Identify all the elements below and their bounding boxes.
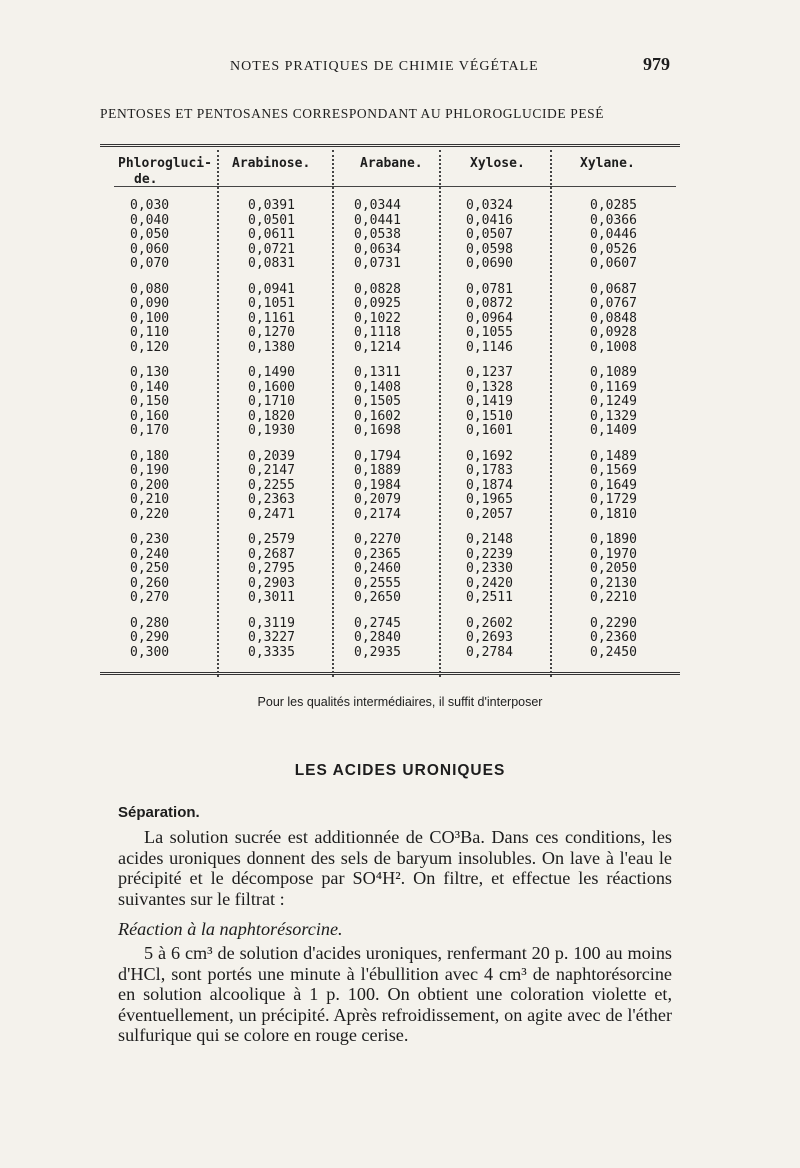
table-cell: 0,0767 xyxy=(590,296,637,311)
table-cell: 0,1489 xyxy=(590,448,637,464)
column-separator xyxy=(217,150,219,677)
reaction-heading: Réaction à la naphtorésorcine. xyxy=(118,919,343,939)
table-cell: 0,1600 xyxy=(248,379,295,395)
table-cell: 0,1890 xyxy=(590,532,637,547)
table-cell: 0,2130 xyxy=(590,575,637,591)
table-cell: 0,0848 xyxy=(590,310,637,326)
table-cell: 0,1008 xyxy=(590,339,637,355)
table-cell: 0,1161 xyxy=(248,310,295,326)
table-cell: 0,1089 xyxy=(590,365,637,380)
table-cell: 0,1794 xyxy=(354,448,401,464)
phloroglucide-value: 0,060 xyxy=(130,241,170,257)
table-cell: 0,2784 xyxy=(466,644,513,660)
table-cell: 0,1118 xyxy=(354,325,401,340)
table-cell: 0,1729 xyxy=(590,492,637,507)
table-cell: 0,0446 xyxy=(590,227,637,242)
phloroglucide-value: 0,150 xyxy=(130,394,170,409)
paragraph-text: La solution sucrée est additionnée de CO³Ba. Dans ces conditions, les acides uroniques donnent des sels de baryum insolubles. On lave à l'eau le précipité et le décompose par SO⁴H². On filtre, et effectue les réactions suivantes sur le filtrat : xyxy=(118,827,672,909)
table-cell: 0,2511 xyxy=(466,590,513,605)
table-cell: 0,0607 xyxy=(590,256,637,271)
table-cell: 0,0324 xyxy=(466,198,513,213)
phloroglucide-value: 0,110 xyxy=(130,325,170,340)
table-cell: 0,2650 xyxy=(354,590,401,605)
table-cell: 0,1328 xyxy=(466,379,513,395)
table-cell: 0,0928 xyxy=(590,325,637,340)
table-cell: 0,2450 xyxy=(590,644,637,660)
table-cell: 0,2693 xyxy=(466,630,513,645)
table-cell: 0,1214 xyxy=(354,339,401,355)
table-cell: 0,1820 xyxy=(248,408,295,424)
table-cell: 0,1874 xyxy=(466,477,513,493)
table-cell: 0,2210 xyxy=(590,590,637,605)
table-cell: 0,1055 xyxy=(466,325,513,340)
header-rule xyxy=(114,186,676,187)
table-cell: 0,0507 xyxy=(466,227,513,242)
column-header: Xylose. xyxy=(470,156,525,171)
phloroglucide-value: 0,210 xyxy=(130,492,170,507)
table-cell: 0,1380 xyxy=(248,339,295,355)
table-cell: 0,1490 xyxy=(248,365,295,380)
table-cell: 0,2935 xyxy=(354,644,401,660)
phloroglucide-value: 0,270 xyxy=(130,590,170,605)
table-cell: 0,0690 xyxy=(466,256,513,271)
table-title: PENTOSES ET PENTOSANES CORRESPONDANT AU PHLOROGLUCIDE PESÉ xyxy=(100,106,605,121)
table-cell: 0,1601 xyxy=(466,423,513,438)
table-cell: 0,1810 xyxy=(590,506,637,522)
phloroglucide-value: 0,180 xyxy=(130,448,170,464)
table-cell: 0,2079 xyxy=(354,492,401,507)
data-table xyxy=(98,136,682,681)
table-cell: 0,1649 xyxy=(590,477,637,493)
table-cell: 0,2290 xyxy=(590,615,637,631)
phloroglucide-value: 0,230 xyxy=(130,532,170,547)
table-cell: 0,1249 xyxy=(590,394,637,409)
table-cell: 0,1930 xyxy=(248,423,295,438)
table-cell: 0,0344 xyxy=(354,198,401,213)
phloroglucide-value: 0,260 xyxy=(130,575,170,591)
phloroglucide-value: 0,080 xyxy=(130,281,170,297)
table-cell: 0,0611 xyxy=(248,227,295,242)
column-header: Phlorogluci- xyxy=(118,156,212,171)
column-header: Xylane. xyxy=(580,156,635,171)
table-cell: 0,1408 xyxy=(354,379,401,395)
table-cell: 0,2903 xyxy=(248,575,295,591)
table-cell: 0,0416 xyxy=(466,212,513,228)
column-header: Arabane. xyxy=(360,156,423,171)
table-cell: 0,2239 xyxy=(466,546,513,562)
table-cell: 0,2050 xyxy=(590,561,637,576)
table-cell: 0,3227 xyxy=(248,630,295,645)
phloroglucide-value: 0,200 xyxy=(130,477,170,493)
table-cell: 0,0526 xyxy=(590,241,637,257)
table-cell: 0,1970 xyxy=(590,546,637,562)
table-cell: 0,2174 xyxy=(354,506,401,522)
table-cell: 0,2147 xyxy=(248,463,295,478)
table-bottom-rule xyxy=(100,672,680,675)
table-cell: 0,0366 xyxy=(590,212,637,228)
phloroglucide-value: 0,040 xyxy=(130,212,170,228)
table-cell: 0,2555 xyxy=(354,575,401,591)
table-cell: 0,3119 xyxy=(248,615,295,631)
table-cell: 0,1419 xyxy=(466,394,513,409)
table-cell: 0,3335 xyxy=(248,644,295,660)
table-cell: 0,2363 xyxy=(248,492,295,507)
phloroglucide-value: 0,120 xyxy=(130,339,170,355)
table-cell: 0,0634 xyxy=(354,241,401,257)
phloroglucide-value: 0,130 xyxy=(130,365,170,380)
paragraph xyxy=(118,827,672,909)
table-cell: 0,2471 xyxy=(248,506,295,522)
column-header: Arabinose. xyxy=(232,156,311,171)
column-separator xyxy=(550,150,552,677)
phloroglucide-value: 0,280 xyxy=(130,615,170,631)
table-cell: 0,2360 xyxy=(590,630,637,645)
table-cell: 0,1146 xyxy=(466,339,513,355)
table-cell: 0,1889 xyxy=(354,463,401,478)
table-cell: 0,0964 xyxy=(466,310,513,326)
table-cell: 0,2420 xyxy=(466,575,513,591)
table-cell: 0,1783 xyxy=(466,463,513,478)
table-cell: 0,0941 xyxy=(248,281,295,297)
table-cell: 0,0501 xyxy=(248,212,295,228)
phloroglucide-value: 0,070 xyxy=(130,256,170,271)
table-cell: 0,2270 xyxy=(354,532,401,547)
table-cell: 0,0598 xyxy=(466,241,513,257)
table-cell: 0,1051 xyxy=(248,296,295,311)
table-caption: Pour les qualités intermédiaires, il suffit d'interposer xyxy=(257,695,543,709)
phloroglucide-value: 0,290 xyxy=(130,630,170,645)
table-cell: 0,0285 xyxy=(590,198,637,213)
table-cell: 0,0925 xyxy=(354,296,401,311)
phloroglucide-value: 0,170 xyxy=(130,423,170,438)
running-title: NOTES PRATIQUES DE CHIMIE VÉGÉTALE xyxy=(230,59,539,74)
table-cell: 0,1602 xyxy=(354,408,401,424)
table-cell: 0,1409 xyxy=(590,423,637,438)
table-cell: 0,1311 xyxy=(354,365,401,380)
phloroglucide-value: 0,100 xyxy=(130,310,170,326)
phloroglucide-value: 0,250 xyxy=(130,561,170,576)
table-cell: 0,2840 xyxy=(354,630,401,645)
phloroglucide-value: 0,090 xyxy=(130,296,170,311)
table-cell: 0,0721 xyxy=(248,241,295,257)
table-cell: 0,1698 xyxy=(354,423,401,438)
subheading: Séparation. xyxy=(118,804,200,821)
phloroglucide-value: 0,240 xyxy=(130,546,170,562)
table-cell: 0,0828 xyxy=(354,281,401,297)
table-cell: 0,1569 xyxy=(590,463,637,478)
table-cell: 0,1692 xyxy=(466,448,513,464)
table-cell: 0,2602 xyxy=(466,615,513,631)
table-cell: 0,1329 xyxy=(590,408,637,424)
table-cell: 0,2057 xyxy=(466,506,513,522)
table-cell: 0,0687 xyxy=(590,281,637,297)
phloroglucide-value: 0,030 xyxy=(130,198,170,213)
table-cell: 0,1984 xyxy=(354,477,401,493)
table-cell: 0,0831 xyxy=(248,256,295,271)
table-cell: 0,0731 xyxy=(354,256,401,271)
table-cell: 0,3011 xyxy=(248,590,295,605)
table-top-rule xyxy=(100,144,680,147)
table-cell: 0,0872 xyxy=(466,296,513,311)
table-cell: 0,1505 xyxy=(354,394,401,409)
table-cell: 0,0781 xyxy=(466,281,513,297)
table-cell: 0,2460 xyxy=(354,561,401,576)
table-cell: 0,0391 xyxy=(248,198,295,213)
table-cell: 0,1965 xyxy=(466,492,513,507)
column-separator xyxy=(332,150,334,677)
table-cell: 0,2795 xyxy=(248,561,295,576)
phloroglucide-value: 0,300 xyxy=(130,644,170,660)
table-cell: 0,1169 xyxy=(590,379,637,395)
phloroglucide-value: 0,140 xyxy=(130,379,170,395)
table-cell: 0,2365 xyxy=(354,546,401,562)
paragraph-text: 5 à 6 cm³ de solution d'acides uroniques, renfermant 20 p. 100 au moins d'HCl, sont portés une minute à l'ébullition avec 4 cm³ de naphtorésorcine en solution alcoolique à 1 p. 100. On obtient une coloration violette et, éventuellement, un précipité. Après refroidissement, on agite avec de l'éther sulfurique qui se colore en rouge cerise. xyxy=(118,943,672,1045)
phloroglucide-value: 0,190 xyxy=(130,463,170,478)
table-cell: 0,2745 xyxy=(354,615,401,631)
table-cell: 0,1710 xyxy=(248,394,295,409)
paragraph xyxy=(118,943,672,1046)
table-cell: 0,2579 xyxy=(248,532,295,547)
running-head xyxy=(230,54,670,75)
column-separator xyxy=(439,150,441,677)
table-cell: 0,2039 xyxy=(248,448,295,464)
table-cell: 0,0538 xyxy=(354,227,401,242)
phloroglucide-value: 0,160 xyxy=(130,408,170,424)
section-title: LES ACIDES URONIQUES xyxy=(294,762,506,779)
phloroglucide-value: 0,220 xyxy=(130,506,170,522)
table-cell: 0,1237 xyxy=(466,365,513,380)
table-cell: 0,0441 xyxy=(354,212,401,228)
table-cell: 0,2255 xyxy=(248,477,295,493)
table-cell: 0,1022 xyxy=(354,310,401,326)
column-header-continuation: de. xyxy=(134,172,158,187)
table-cell: 0,2148 xyxy=(466,532,513,547)
table-cell: 0,1270 xyxy=(248,325,295,340)
phloroglucide-value: 0,050 xyxy=(130,227,170,242)
table-cell: 0,2687 xyxy=(248,546,295,562)
table-cell: 0,2330 xyxy=(466,561,513,576)
page-number: 979 xyxy=(643,54,670,74)
table-cell: 0,1510 xyxy=(466,408,513,424)
